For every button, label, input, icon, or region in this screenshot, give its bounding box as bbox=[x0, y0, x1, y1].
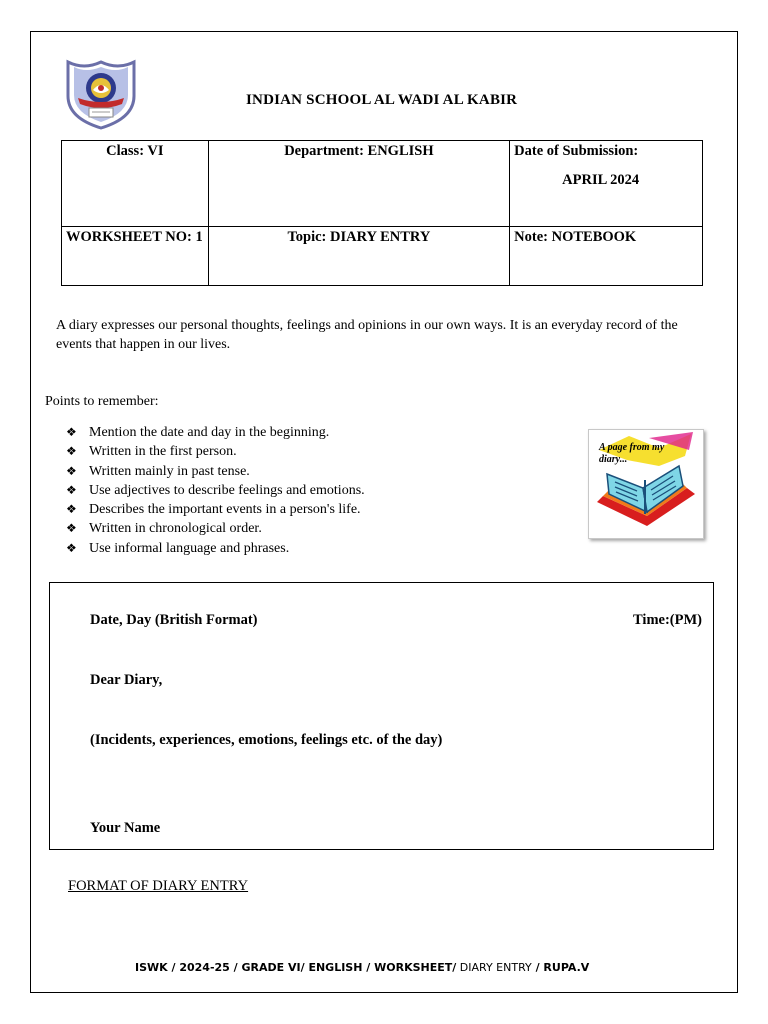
list-item: ❖ Use adjectives to describe feelings and emotions. bbox=[66, 481, 365, 500]
time-line: Time:(PM) bbox=[633, 612, 702, 628]
class-cell: Class: VI bbox=[62, 141, 209, 227]
page-footer bbox=[135, 961, 589, 974]
footer-normal: DIARY ENTRY bbox=[456, 961, 532, 974]
list-item: ❖ Describes the important events in a person's life. bbox=[66, 500, 365, 519]
diamond-bullet-icon: ❖ bbox=[66, 521, 77, 536]
footer-bold: ISWK / 2024-25 / GRADE VI/ ENGLISH / WORKSHEET/ bbox=[135, 961, 457, 974]
submission-cell bbox=[510, 141, 703, 227]
svg-text:A page from my: A page from my bbox=[599, 442, 665, 453]
note-cell: Note: NOTEBOOK bbox=[510, 227, 703, 286]
diamond-bullet-icon: ❖ bbox=[66, 482, 77, 497]
info-table bbox=[61, 140, 703, 286]
list-item: ❖ Mention the date and day in the beginning. bbox=[66, 423, 365, 442]
format-caption: FORMAT OF DIARY ENTRY bbox=[68, 878, 249, 894]
submission-date: APRIL 2024 bbox=[562, 172, 640, 188]
list-item: ❖ Use informal language and phrases. bbox=[66, 539, 365, 558]
topic-cell: Topic: DIARY ENTRY bbox=[208, 227, 510, 286]
list-item: ❖ Written mainly in past tense. bbox=[66, 462, 365, 481]
worksheet-cell: WORKSHEET NO: 1 bbox=[62, 227, 209, 286]
department-cell: Department: ENGLISH bbox=[208, 141, 510, 227]
intro-paragraph: A diary expresses our personal thoughts, feelings and opinions in our own ways. It is an everyday record of the events that happen in our lives. bbox=[56, 318, 678, 352]
diary-clipart bbox=[588, 429, 704, 539]
diamond-bullet-icon: ❖ bbox=[66, 425, 77, 439]
list-item: ❖ Written in chronological order. bbox=[66, 519, 365, 538]
signature-line: Your Name bbox=[90, 820, 161, 836]
diamond-bullet-icon: ❖ bbox=[66, 444, 77, 459]
school-name: INDIAN SCHOOL AL WADI AL KABIR bbox=[246, 92, 518, 108]
diamond-bullet-icon: ❖ bbox=[66, 540, 77, 555]
submission-label: Date of Submission: bbox=[514, 143, 639, 159]
salutation-line: Dear Diary, bbox=[90, 672, 163, 688]
diamond-bullet-icon: ❖ bbox=[66, 463, 77, 478]
footer-tail: / RUPA.V bbox=[531, 961, 590, 974]
points-list bbox=[66, 423, 365, 558]
list-item: ❖ Written in the first person. bbox=[66, 442, 365, 461]
date-day-line: Date, Day (British Format) bbox=[90, 612, 258, 628]
school-logo bbox=[64, 58, 138, 130]
diary-format-box bbox=[49, 582, 714, 850]
open-diary-icon bbox=[589, 430, 703, 538]
points-heading: Points to remember: bbox=[45, 394, 159, 409]
body-line: (Incidents, experiences, emotions, feelings etc. of the day) bbox=[90, 732, 443, 748]
diamond-bullet-icon: ❖ bbox=[66, 502, 77, 517]
svg-text:diary...: diary... bbox=[599, 454, 628, 465]
